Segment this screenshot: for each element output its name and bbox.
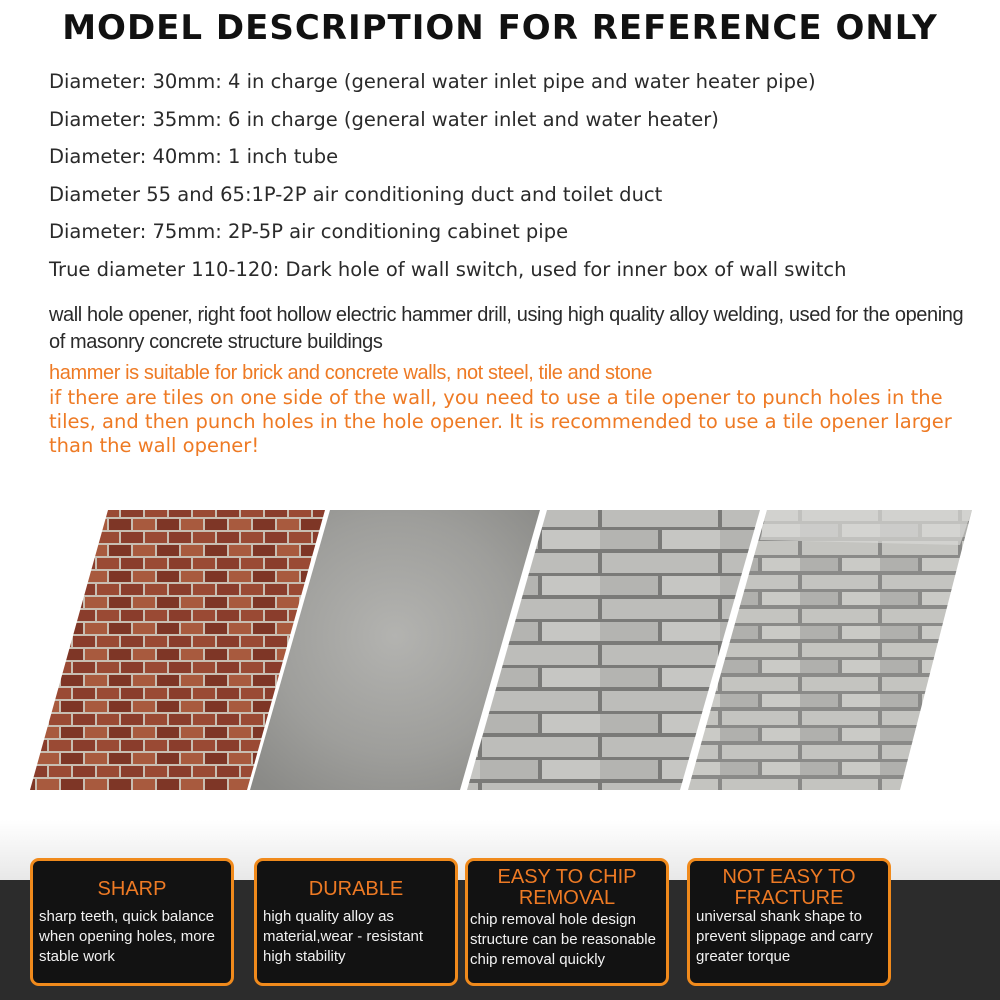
spec-line: Diameter 55 and 65:1P-2P air conditioning duct and toilet duct [49, 182, 663, 206]
feature-body: sharp teeth, quick balance when opening holes, more stable work [39, 908, 215, 965]
wall-types-image [0, 505, 1000, 795]
spec-line: Diameter: 35mm: 6 in charge (general water inlet and water heater) [49, 107, 719, 131]
feature-title: NOT EASY TO FRACTURE [722, 866, 856, 909]
feature-body: universal shank shape to prevent slippage and carry greater torque [696, 908, 873, 965]
page-title: MODEL DESCRIPTION FOR REFERENCE ONLY [62, 8, 938, 48]
spec-list [49, 66, 979, 291]
feature-title: EASY TO CHIP REMOVAL [497, 866, 637, 909]
product-description: wall hole opener, right foot hollow electric hammer drill, using high quality alloy welding, used for the opening of masonry concrete structure buildings [49, 304, 964, 353]
feature-title: SHARP [97, 878, 167, 900]
feature-card-durable [254, 858, 458, 986]
spec-line: Diameter: 30mm: 4 in charge (general water inlet pipe and water heater pipe) [49, 70, 816, 93]
spec-line: Diameter: 40mm: 1 inch tube [49, 145, 339, 168]
feature-body: chip removal hole design structure can be reasonable chip removal quickly [470, 911, 656, 968]
feature-card-sharp [30, 858, 234, 986]
tile-warning: if there are tiles on one side of the wall, you need to use a tile opener to punch holes in the tiles, and then punch holes in the hole opener. It is recommended to use a tile opener larger than the wall opener! [49, 386, 952, 457]
feature-card-chip-removal [465, 858, 669, 986]
usage-warning: hammer is suitable for brick and concrete walls, not steel, tile and stone [49, 362, 652, 384]
spec-line: True diameter 110-120: Dark hole of wall switch, used for inner box of wall switch [49, 257, 847, 281]
spec-line: Diameter: 75mm: 2P-5P air conditioning cabinet pipe [49, 220, 569, 243]
feature-card-fracture [687, 858, 891, 986]
feature-body: high quality alloy as material,wear - resistant high stability [263, 908, 424, 965]
feature-title: DURABLE [308, 878, 404, 900]
